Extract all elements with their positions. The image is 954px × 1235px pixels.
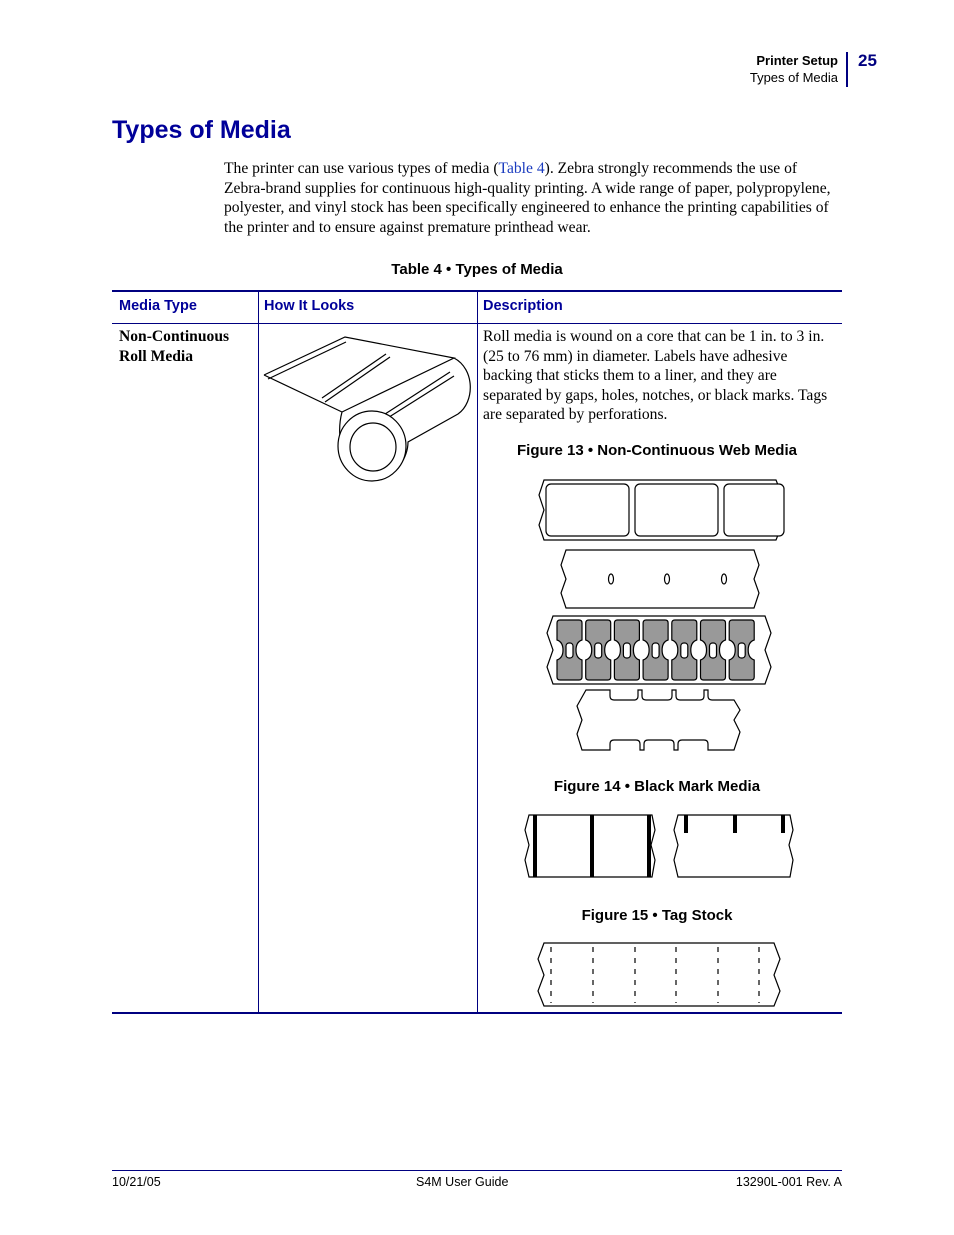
footer-date: 10/21/05 — [112, 1175, 161, 1189]
notch-labels-strip — [545, 616, 775, 684]
hole-labels-strip — [558, 550, 760, 608]
label-notch-hole — [681, 643, 688, 658]
table-caption: Table 4 • Types of Media — [391, 261, 563, 278]
header-section: Printer Setup — [756, 53, 838, 68]
description-cell: Roll media is wound on a core that can be 1 in. to 3 in. (25 to 76 mm) in diameter. Labels have adhesive backing that sticks them to a liner, and they are separated by gaps, holes, notches, or black marks. Tags are separated by perforations. — [483, 328, 828, 424]
table-column-divider-2 — [477, 291, 478, 1013]
label-notch-hole — [652, 643, 659, 658]
media-type-cell — [119, 327, 249, 366]
label-notch-hole — [566, 643, 573, 658]
label-notch-hole — [623, 643, 630, 658]
figure-13-caption: Figure 13 • Non-Continuous Web Media — [517, 442, 797, 459]
media-type-line-1: Non-Continuous — [119, 328, 230, 345]
page-number: 25 — [858, 51, 877, 70]
roll-media-illustration — [262, 332, 474, 482]
label-notch-hole — [595, 643, 602, 658]
intro-paragraph — [224, 159, 836, 237]
header-divider — [846, 52, 848, 87]
media-type-line-2: Roll Media — [119, 347, 194, 365]
tag-notch-strip — [574, 690, 744, 750]
black-mark-strip-2 — [672, 815, 796, 878]
black-mark-strip-1 — [524, 815, 659, 878]
column-header-media-type: Media Type — [119, 298, 197, 314]
label-notch-hole — [738, 643, 745, 658]
figure-14-caption: Figure 14 • Black Mark Media — [553, 778, 761, 795]
column-header-description: Description — [483, 298, 563, 314]
intro-text-1: The printer can use various types of media ( — [224, 160, 499, 177]
running-header — [750, 52, 838, 86]
table-4-link[interactable]: Table 4 — [498, 160, 545, 177]
intro-text-2: ). Zebra strongly recommends the use of Zebra-brand supplies for continuous high-quality printing. A wide range of paper, polypropylene, polyester, and vinyl stock has been specifically engineered to enhance the printing capabilities of the printer and to ensure against premature printhead wear. — [224, 160, 831, 236]
footer-rule — [112, 1170, 842, 1171]
label-notch-hole — [710, 643, 717, 658]
table-column-divider-1 — [258, 291, 259, 1013]
gap-labels-strip — [536, 480, 786, 540]
tag-stock-strip — [534, 943, 784, 1007]
figure-15-caption: Figure 15 • Tag Stock — [581, 907, 733, 924]
column-header-how-it-looks: How It Looks — [264, 298, 355, 314]
footer-doc-number: 13290L-001 Rev. A — [735, 1175, 842, 1189]
header-subsection: Types of Media — [749, 70, 838, 85]
footer-guide-title: S4M User Guide — [416, 1175, 509, 1189]
page-title: Types of Media — [112, 116, 291, 144]
